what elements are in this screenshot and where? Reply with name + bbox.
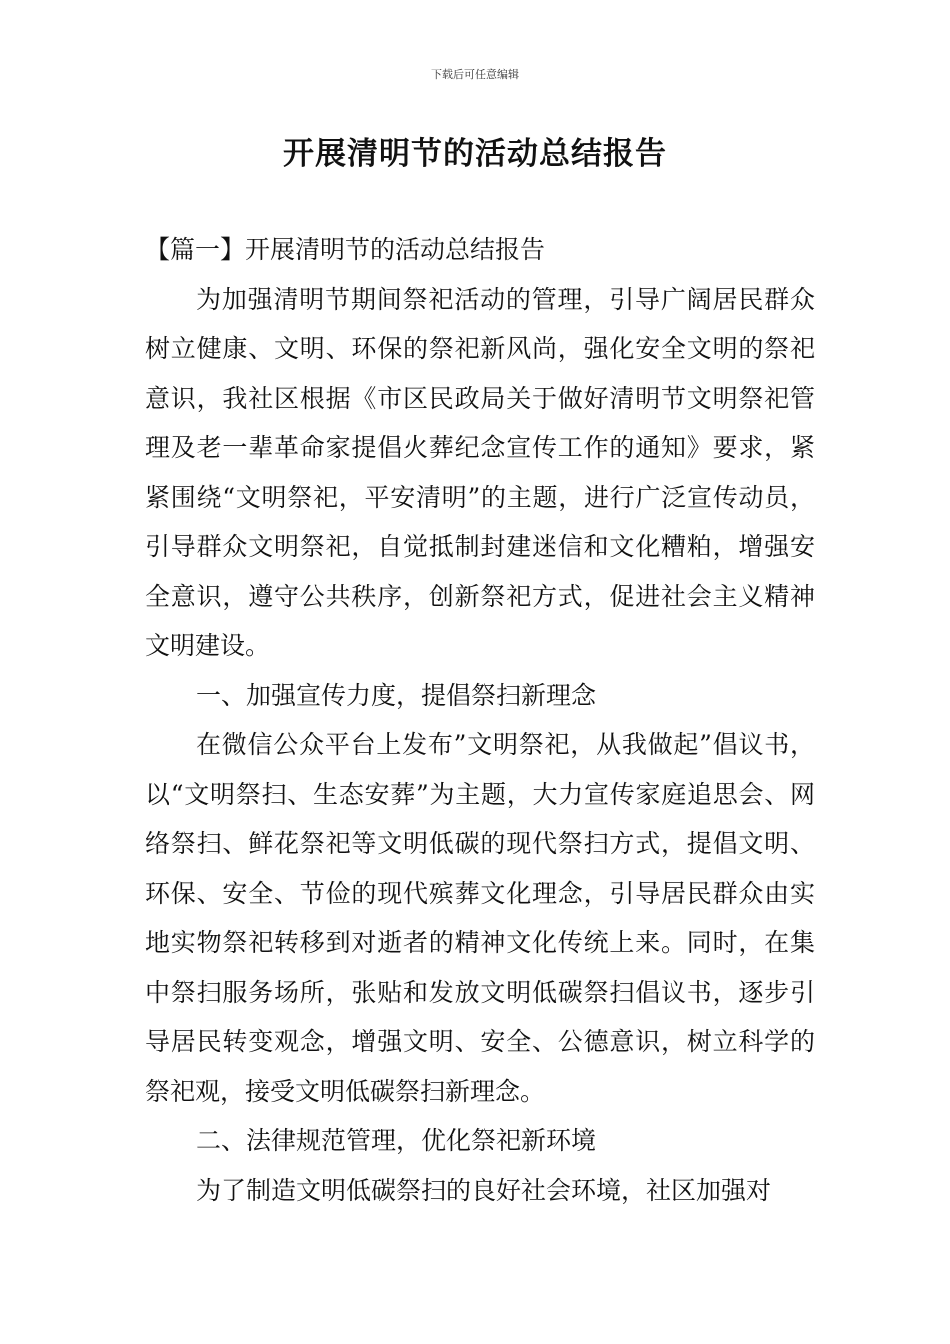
paragraph-intro: 为加强清明节期间祭祀活动的管理，引导广阔居民群众树立健康、文明、环保的祭祀新风尚，强化安全文明的祭祀意识，我社区根据《市区民政局关于做好清明节文明祭祀管理及老一辈革命家提倡火葬纪念宣传工作的通知》要求，紧紧围绕“文明祭祀，平安清明”的主题，进行广泛宣传动员，引导群众文明祭祀，自觉抵制封建迷信和文化糟粕，增强安全意识，遵守公共秩序，创新祭祀方式，促进社会主义精神文明建设。 [145, 284, 815, 660]
section-heading-1: 一、加强宣传力度，提倡祭扫新理念 [196, 680, 597, 710]
section-heading-2: 二、法律规范管理，优化祭祀新环境 [196, 1126, 597, 1155]
paragraph-publicity: 在微信公众平台上发布”文明祭祀，从我做起”倡议书，以“文明祭扫、生态安葬”为主题，大力宣传家庭追思会、网络祭扫、鲜花祭祀等文明低碳的现代祭扫方式，提倡文明、环保、安全、节俭的现代殡葬文化理念，引导居民群众由实地实物祭祀转移到对逝者的精神文化传统上来。同时，在集中祭扫服务场所，张贴和发放文明低碳祭扫倡议书，逐步引导居民转变观念，增强文明、安全、公德意识，树立科学的祭祀观，接受文明低碳祭扫新理念。 [145, 730, 815, 1106]
document-title: 开展清明节的活动总结报告 [283, 136, 667, 172]
document-body [145, 225, 815, 1215]
section-heading: 【篇一】开展清明节的活动总结报告 [145, 235, 546, 264]
header-note: 下载后可任意编辑 [431, 68, 519, 81]
paragraph-environment: 为了制造文明低碳祭扫的良好社会环境，社区加强对 [196, 1175, 772, 1205]
